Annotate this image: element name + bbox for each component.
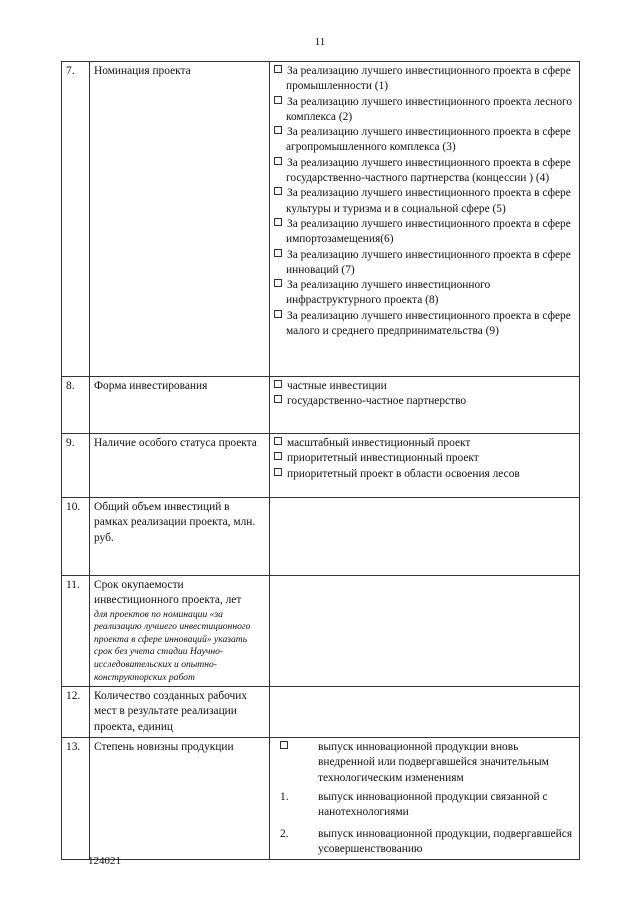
row-number: 10. (62, 498, 90, 576)
checkbox-icon[interactable] (274, 452, 282, 460)
novelty-option[interactable]: 1. выпуск инновационной продукции связанной с нанотехнологиями (280, 790, 548, 819)
novelty-option[interactable]: 2. выпуск инновационной продукции, подвергавшейся усовершенствованию (280, 827, 573, 855)
nomination-options (270, 62, 580, 377)
nomination-option[interactable]: За реализацию лучшего инвестиционного проекта в сфере малого и среднего предпринимательства (9) (274, 309, 575, 340)
list-marker: 1. (280, 790, 289, 803)
row-note: для проектов по номинации «за реализацию лучшего инвестиционного проекта в сфере инноваций» указать срок без учета стадии Научно-исследовательских и опытно-конструкторских работ (94, 608, 251, 683)
checkbox-icon[interactable] (274, 279, 282, 287)
nomination-option[interactable]: За реализацию лучшего инвестиционного проекта в сфере промышленности (1) (274, 64, 575, 95)
nomination-option[interactable]: За реализацию лучшего инвестиционного проекта лесного комплекса (2) (274, 95, 575, 126)
checkbox-icon[interactable] (274, 437, 282, 445)
nomination-option[interactable]: За реализацию лучшего инвестиционного проекта в сфере культуры и туризма и в социальной сфере (5) (274, 186, 575, 217)
checkbox-icon[interactable] (280, 741, 288, 749)
investment-form-option[interactable]: частные инвестиции (274, 379, 575, 394)
nomination-option[interactable]: За реализацию лучшего инвестиционного проекта в сфере государственно-частного партнерства (концессии ) (4) (274, 156, 575, 187)
row-label: Количество созданных рабочих мест в результате реализации проекта, единиц (90, 687, 270, 738)
nomination-option[interactable]: За реализацию лучшего инвестиционного проекта в сфере агропромышленного комплекса (3) (274, 125, 575, 156)
novelty-options (270, 738, 580, 860)
checkbox-icon[interactable] (274, 468, 282, 476)
checkbox-icon[interactable] (274, 65, 282, 73)
table-row (62, 434, 580, 498)
nomination-option[interactable]: За реализацию лучшего инвестиционного проекта в сфере импортозамещения(6) (274, 217, 575, 248)
checkbox-icon[interactable] (274, 310, 282, 318)
document-code: 124021 (88, 855, 121, 867)
list-marker: 2. (280, 827, 289, 840)
page-number: 11 (314, 36, 326, 48)
checkbox-icon[interactable] (274, 218, 282, 226)
nomination-option[interactable]: За реализацию лучшего инвестиционного инфраструктурного проекта (8) (274, 278, 575, 309)
nomination-option[interactable]: За реализацию лучшего инвестиционного проекта в сфере инноваций (7) (274, 248, 575, 279)
checkbox-icon[interactable] (274, 157, 282, 165)
investment-volume-field[interactable] (270, 498, 580, 576)
row-label: Номинация проекта (90, 62, 270, 377)
row-label: Наличие особого статуса проекта (90, 434, 270, 498)
checkbox-icon[interactable] (274, 96, 282, 104)
checkbox-icon[interactable] (274, 395, 282, 403)
row-label: Форма инвестирования (90, 377, 270, 434)
novelty-option[interactable]: выпуск инновационной продукции вновь внедренной или подвергавшейся значительным технологическим изменениям (274, 740, 575, 786)
table-row (62, 377, 580, 434)
project-status-option[interactable]: приоритетный инвестиционный проект (274, 451, 575, 466)
table-row (62, 576, 580, 687)
checkbox-icon[interactable] (274, 126, 282, 134)
row-number: 13. (62, 738, 90, 860)
table-row (62, 62, 580, 377)
checkbox-icon[interactable] (274, 249, 282, 257)
investment-form-option[interactable]: государственно-частное партнерство (274, 394, 575, 409)
row-label: Срок окупаемости инвестиционного проекта, лет (94, 579, 242, 607)
investment-form-options (270, 377, 580, 434)
project-status-option[interactable]: приоритетный проект в области освоения лесов (274, 467, 575, 482)
row-number: 9. (62, 434, 90, 498)
row-number: 8. (62, 377, 90, 434)
row-number: 11. (62, 576, 90, 687)
jobs-created-field[interactable] (270, 687, 580, 738)
table-row (62, 738, 580, 860)
row-label: Общий объем инвестиций в рамках реализации проекта, млн. руб. (90, 498, 270, 576)
checkbox-icon[interactable] (274, 380, 282, 388)
application-form-table (61, 61, 580, 860)
project-status-option[interactable]: масштабный инвестиционный проект (274, 436, 575, 451)
row-label: Степень новизны продукции (90, 738, 270, 860)
table-row (62, 687, 580, 738)
checkbox-icon[interactable] (274, 187, 282, 195)
row-number: 7. (62, 62, 90, 377)
row-number: 12. (62, 687, 90, 738)
project-status-options (270, 434, 580, 498)
table-row (62, 498, 580, 576)
payback-period-field[interactable] (270, 576, 580, 687)
